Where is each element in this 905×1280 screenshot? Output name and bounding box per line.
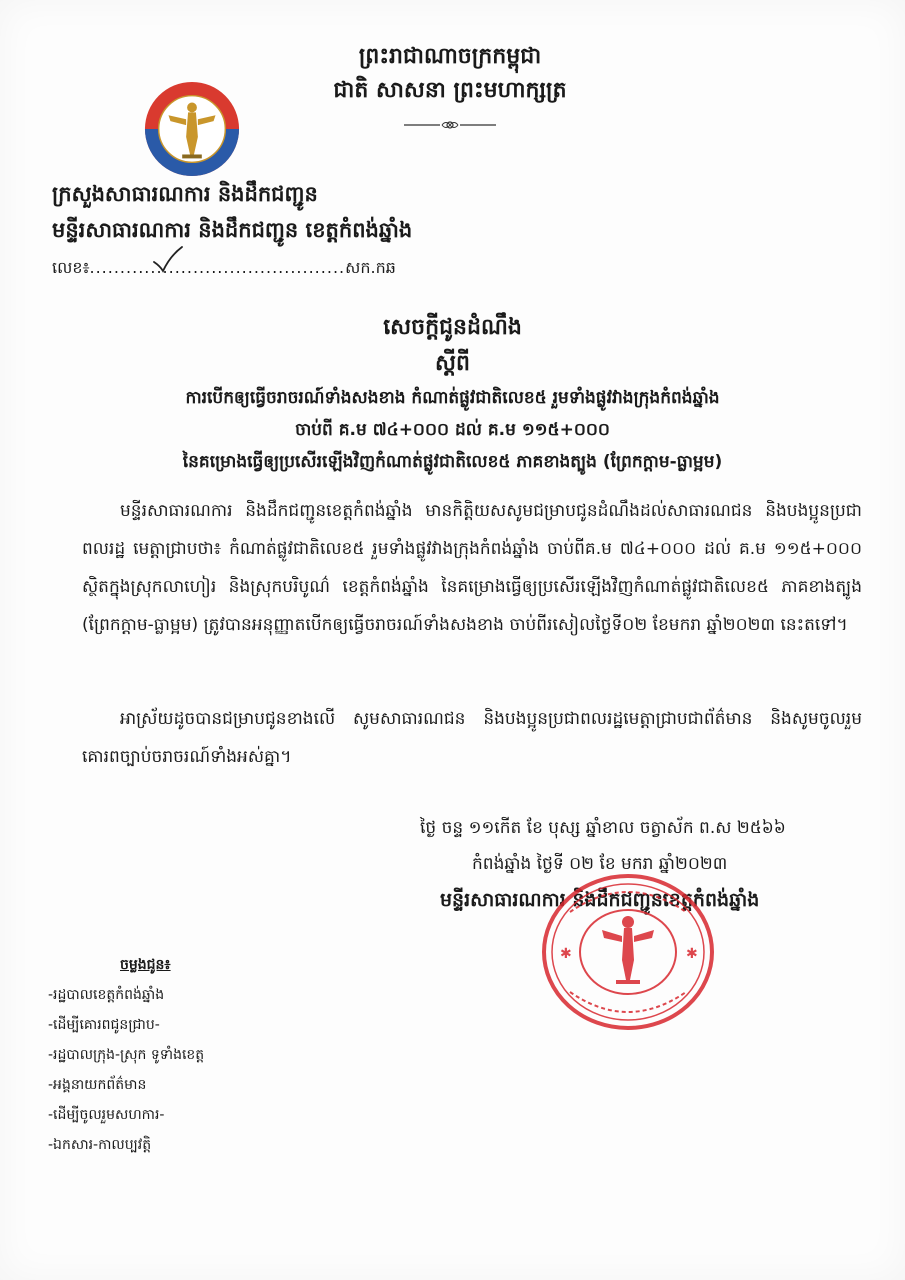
reference-label: លេខ៖ xyxy=(52,258,90,277)
notice-heading: សេចក្ដីជូនដំណឹង xyxy=(383,315,522,340)
ministry-name: ក្រសួងសាធារណការ និងដឹកជញ្ជូន xyxy=(52,182,318,206)
svg-text:✱: ✱ xyxy=(560,946,572,962)
notice-subject-line: ការបើកឲ្យធ្វើចរាចរណ៍ទាំងសងខាង កំណាត់ផ្លូវជាតិលេខ៥ រួមទាំងផ្លូវវាងក្រុងកំពង់ឆ្នាំង xyxy=(185,388,720,408)
cc-item: -អង្គនាយកព័ត៌មាន xyxy=(48,1077,147,1093)
cc-item: -ដើម្បីចូលរួមសហការ- xyxy=(48,1107,165,1123)
reference-suffix: សក.កឆ xyxy=(345,258,396,277)
paragraph-2-text: អាស្រ័យដូចបានជម្រាបជូនខាងលើ សូមសាធារណជន និងបងប្អូនប្រជាពលរដ្ឋមេត្តាជ្រាបជាព័ត៌មាន និងសូមចូលរួមគោរពច្បាប់ចរាចរណ៍ទាំងអស់គ្នា។ xyxy=(82,709,862,767)
reference-dots: .......................................... xyxy=(89,258,346,277)
notice-subject-label: ស្ដីពី xyxy=(435,351,470,376)
cc-title: ចម្លងជូន៖ xyxy=(120,957,171,973)
cc-item: -រដ្ឋបាលខេត្តកំពង់ឆ្នាំង xyxy=(48,987,165,1003)
body-paragraph-1 xyxy=(82,492,862,644)
cc-item: -ឯកសារ-កាលប្បវត្តិ xyxy=(48,1137,152,1153)
handwritten-check-icon xyxy=(150,244,184,274)
solar-date: កំពង់ឆ្នាំង ថ្ងៃទី ០២ ខែ មករា ឆ្នាំ២០២៣ xyxy=(472,854,728,874)
cc-item: -រដ្ឋបាលក្រុង-ស្រុក ទូទាំងខេត្ត xyxy=(48,1047,205,1063)
cc-item: -ដើម្បីគោរពជូនជ្រាប- xyxy=(48,1017,160,1033)
signing-office: មន្ទីរសាធារណការ និងដឹកជញ្ជូនខេត្តកំពង់ឆ្នាំង xyxy=(440,889,760,911)
notice-title-block xyxy=(40,310,865,478)
notice-subject-range: ចាប់ពី គ.ម ៧៤+០០០ ដល់ គ.ម ១១៥+០០០ xyxy=(295,420,610,440)
official-stamp-icon xyxy=(540,872,716,1032)
body-paragraph-2 xyxy=(82,700,862,776)
ministry-block xyxy=(52,176,412,248)
paragraph-1-text: មន្ទីរសាធារណការ និងដឹកជញ្ជូនខេត្តកំពង់ឆ្នាំង មានកិត្តិយសសូមជម្រាបជូនដំណឹងដល់សាធារណជន និងបងប្អូនប្រជាពលរដ្ឋ មេត្តាជ្រាបថា៖ កំណាត់ផ្លូវជាតិលេខ៥ រួមទាំងផ្លូវវាងក្រុងកំពង់ឆ្នាំង ចាប់ពីគ.ម ៧៤+០០០ ដល់ គ.ម ១១៥+០០០ ស្ថិតក្នុងស្រុកលាហៀរ និងស្រុកបរិបូណ៌ ខេត្តកំពង់ឆ្នាំង នៃគម្រោងធ្វើឲ្យប្រសើរឡើងវិញកំណាត់ផ្លូវជាតិលេខ៥ ភាគខាងត្បូង (ព្រែកក្ដាម-ធ្លាម្អម) ត្រូវបានអនុញ្ញាតបើកឲ្យធ្វើចរាចរណ៍ទាំងសងខាង ចាប់ពីរសៀលថ្ងៃទី០២ ខែមករា ឆ្នាំ២០២៣ នេះតទៅ។ xyxy=(82,501,862,635)
ministry-logo-icon xyxy=(143,80,241,178)
lunar-date: ថ្ងៃ ចន្ទ ១១កើត ខែ បុស្ស ឆ្នាំខាល ចត្វាស័ក ព.ស ២៥៦៦ xyxy=(420,818,786,838)
kingdom-header xyxy=(250,40,650,108)
department-name: មន្ទីរសាធារណការ និងដឹកជញ្ជូន ខេត្តកំពង់ឆ្នាំង xyxy=(52,218,413,242)
national-motto: ជាតិ សាសនា ព្រះមហាក្សត្រ xyxy=(333,78,567,103)
ornament-divider-icon xyxy=(400,118,500,132)
reference-number xyxy=(52,256,396,280)
cc-list xyxy=(48,950,204,1160)
kingdom-title: ព្រះរាជាណាចក្រកម្ពុជា xyxy=(358,44,542,69)
notice-subject-project: នៃគម្រោងធ្វើឲ្យប្រសើរឡើងវិញកំណាត់ផ្លូវជាតិលេខ៥ ភាគខាងត្បូង (ព្រែកក្ដាម-ធ្លាម្អម) xyxy=(182,452,723,472)
svg-text:✱: ✱ xyxy=(686,946,698,962)
